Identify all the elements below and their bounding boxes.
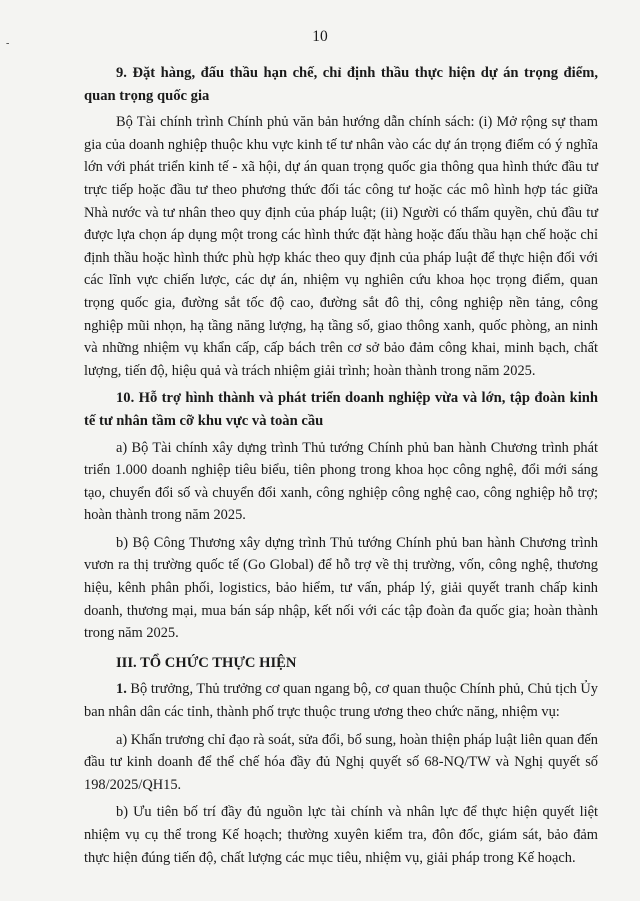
paragraph-item-9: Bộ Tài chính trình Chính phủ văn bản hướng dẫn chính sách: (i) Mở rộng sự tham gia của doanh nghiệp thuộc khu vực kinh tế tư nhân vào các dự án trọng điểm có ý nghĩa lớn với phát triển kinh tế - xã hội, dự án quan trọng quốc gia thông qua hình thức đầu tư trực tiếp hoặc đầu tư theo phương thức đối tác công tư hoặc các mô hình hợp tác giữa Nhà nước và tư nhân theo quy định của pháp luật; (ii) Người có thẩm quyền, chủ đầu tư được lựa chọn áp dụng một trong các hình thức đặt hàng hoặc đấu thầu hạn chế hoặc chỉ định thầu hoặc hình thức phù hợp khác theo quy định của pháp luật để thực hiện đối với các lĩnh vực chiến lược, các dự án, nhiệm vụ nghiên cứu khoa học trọng điểm, quan trọng quốc gia, đường sắt tốc độ cao, đường sắt đô thị, công nghiệp nền tảng, công nghiệp mũi nhọn, hạ tầng năng lượng, hạ tầng số, giao thông xanh, quốc phòng, an ninh và những nhiệm vụ khẩn cấp, cấp bách trên cơ sở bảo đảm công khai, minh bạch, chất lượng, tiến độ, hiệu quả và trách nhiệm giải trình; hoàn thành trong năm 2025.: [84, 114, 598, 379]
section-title-iii: III. TỔ CHỨC THỰC HIỆN: [116, 654, 297, 671]
paragraph-10b: b) Bộ Công Thương xây dựng trình Thủ tướng Chính phủ ban hành Chương trình vươn ra thị trường quốc tế (Go Global) để hỗ trợ về thị trường, vốn, công nghệ, thương hiệu, kênh phân phối, logistics, bảo hiểm, tư vấn, pháp lý, giải quyết tranh chấp kinh doanh, thương mại, mua bán sáp nhập, kết nối với các tập đoàn đa quốc gia; hoàn thành trong năm 2025.: [84, 534, 598, 642]
paragraph-iii-1b: b) Ưu tiên bố trí đầy đủ nguồn lực tài chính và nhân lực để thực hiện quyết liệt nhiệm vụ cụ thể trong Kế hoạch; thường xuyên kiểm tra, đôn đốc, giám sát, bảo đảm thực hiện đúng tiến độ, chất lượng các mục tiêu, nhiệm vụ, giải pháp trong Kế hoạch.: [84, 804, 598, 866]
paragraph-iii-1-number: 1.: [116, 681, 127, 698]
page-number: 10: [312, 28, 328, 45]
document-body: [84, 62, 598, 869]
paragraph-10a: a) Bộ Tài chính xây dựng trình Thủ tướng Chính phủ ban hành Chương trình phát triển 1.000 doanh nghiệp tiêu biểu, tiên phong trong khoa học công nghệ, đổi mới sáng tạo, chuyển đổi số và chuyển đổi xanh, công nghiệp công nghệ cao, công nghiệp hỗ trợ; hoàn thành trong năm 2025.: [84, 439, 598, 524]
paragraph-iii-1a: a) Khẩn trương chỉ đạo rà soát, sửa đổi, bổ sung, hoàn thiện pháp luật liên quan đến đầu tư kinh doanh để thể chế hóa đầy đủ Nghị quyết số 68-NQ/TW và Nghị quyết số 198/2025/QH15.: [84, 731, 598, 793]
corner-mark: -: [6, 38, 10, 49]
paragraph-iii-1: [84, 678, 598, 723]
paragraph-iii-1-text: Bộ trưởng, Thủ trưởng cơ quan ngang bộ, cơ quan thuộc Chính phủ, Chủ tịch Ủy ban nhân dân các tỉnh, thành phố trực thuộc trung ương theo chức năng, nhiệm vụ:: [84, 681, 598, 721]
heading-item-10: 10. Hỗ trợ hình thành và phát triển doanh nghiệp vừa và lớn, tập đoàn kinh tế tư nhân tầm cỡ khu vực và toàn cầu: [84, 390, 598, 429]
heading-item-9: 9. Đặt hàng, đấu thầu hạn chế, chỉ định thầu thực hiện dự án trọng điểm, quan trọng quốc gia: [84, 65, 598, 104]
